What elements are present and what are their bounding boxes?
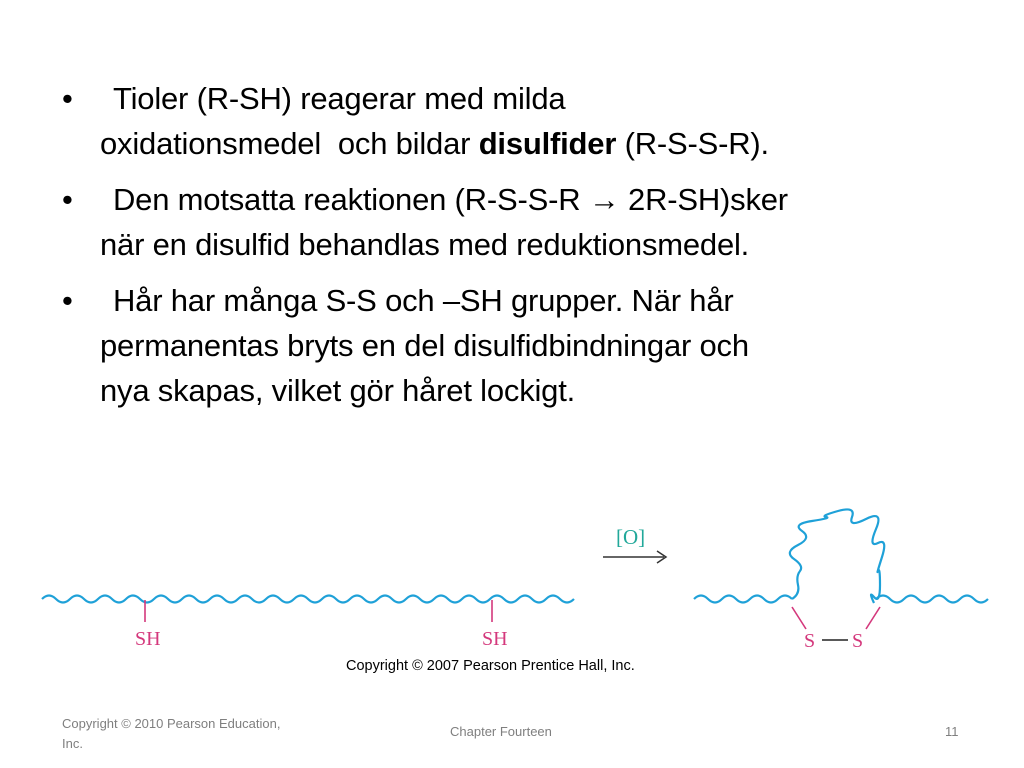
bullet-item-reverse-reaction [60,177,960,267]
bullet-line [100,368,960,413]
bullet-marker: • [62,182,73,217]
bullet-item-thiols [60,76,960,166]
bullet-text: permanentas bryts en del disulfidbindningar och [100,328,749,363]
footer-chapter: Chapter Fourteen [450,724,552,739]
s-bond-line [792,607,806,629]
protein-chain-left [42,596,574,603]
footer-copyright: Copyright © 2010 Pearson Education, Inc. [62,716,281,751]
bullet-line [100,76,960,121]
s-bond-line [866,607,880,629]
bullet-line [100,222,960,267]
bullet-list [60,76,960,424]
protein-chain-right-b [876,596,988,603]
reagent-label: [O] [616,525,646,549]
sh-label: SH [482,628,508,650]
protein-loop [790,509,884,603]
bullet-text: Tioler (R-SH) reagerar med milda [113,81,566,116]
sh-label: SH [135,628,161,650]
bold-term-disulfider: disulfider [478,126,617,161]
bullet-text: 2R-SH)sker [619,182,788,217]
bullet-text: när en disulfid behandlas med reduktionsmedel. [100,227,750,262]
sulfur-label: S [852,630,864,652]
figure-credit: Copyright © 2007 Pearson Prentice Hall, Inc. [346,658,635,674]
sulfur-label: S [804,630,816,652]
disulfide-figure [30,495,1000,685]
bullet-marker: • [62,283,73,318]
bullet-text: nya skapas, vilket gör håret lockigt. [100,373,576,408]
bullet-text: Den motsatta reaktionen (R-S-S-R [113,182,589,217]
bullet-item-hair [60,278,960,413]
bullet-text: (R-S-S-R). [616,126,769,161]
arrow-icon: → [588,182,620,217]
reaction-diagram [30,495,1000,685]
bullet-marker: • [62,81,73,116]
bullet-line [100,323,960,368]
protein-chain-right-a [694,596,792,603]
footer-page-number: 11 [945,724,959,739]
bullet-line [100,177,960,222]
bullet-text: oxidationsmedel och bildar [100,126,479,161]
bullet-line [100,278,960,323]
bullet-text: Hår har många S-S och –SH grupper. När hår [113,283,734,318]
bullet-line [100,121,960,166]
